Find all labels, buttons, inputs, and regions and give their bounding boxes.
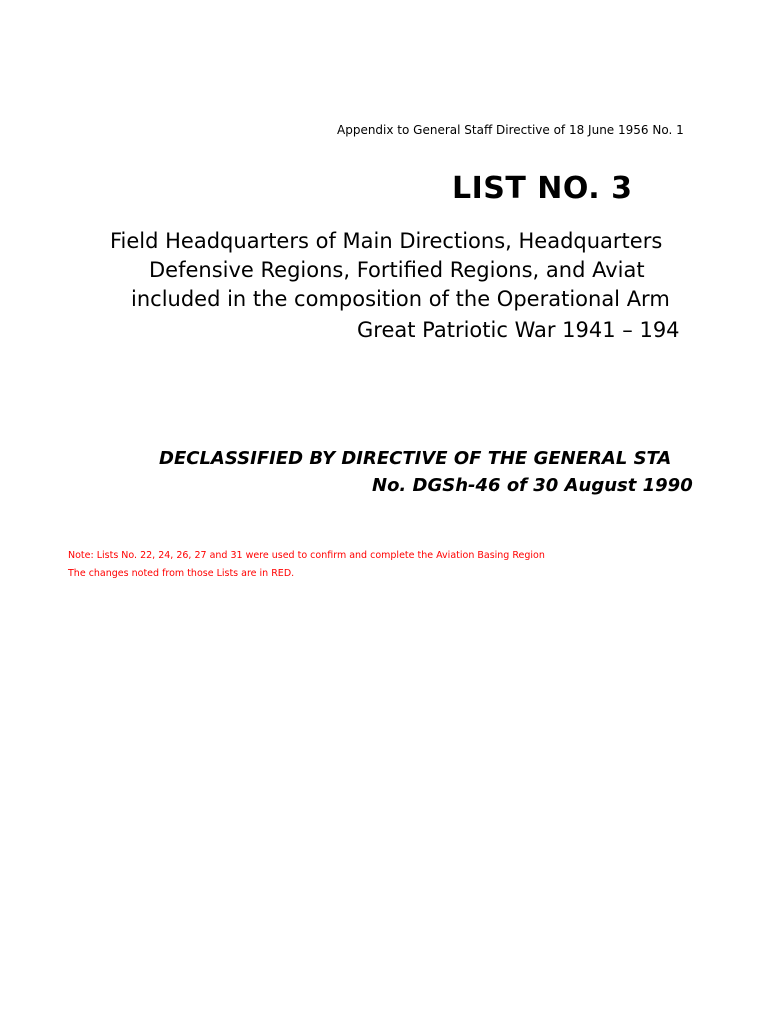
declassified-line-2: No. DGSh-46 of 30 August 1990 bbox=[372, 475, 693, 496]
appendix-line: Appendix to General Staff Directive of 18 June 1956 No. 1 bbox=[337, 123, 684, 137]
subtitle-line-1: Field Headquarters of Main Directions, Headquarters bbox=[110, 229, 663, 253]
note-line-2: The changes noted from those Lists are in RED. bbox=[68, 568, 295, 579]
declassified-line-1: DECLASSIFIED BY DIRECTIVE OF THE GENERAL STA bbox=[159, 448, 672, 469]
list-title: LIST NO. 3 bbox=[452, 171, 633, 206]
subtitle-line-3: included in the composition of the Operational Arm bbox=[131, 287, 670, 311]
note-line-1: Note: Lists No. 22, 24, 26, 27 and 31 were used to confirm and complete the Aviation Basing Region bbox=[68, 550, 545, 561]
subtitle-line-2: Defensive Regions, Fortified Regions, and Aviat bbox=[149, 258, 645, 282]
subtitle-line-4: Great Patriotic War 1941 – 194 bbox=[357, 318, 680, 342]
